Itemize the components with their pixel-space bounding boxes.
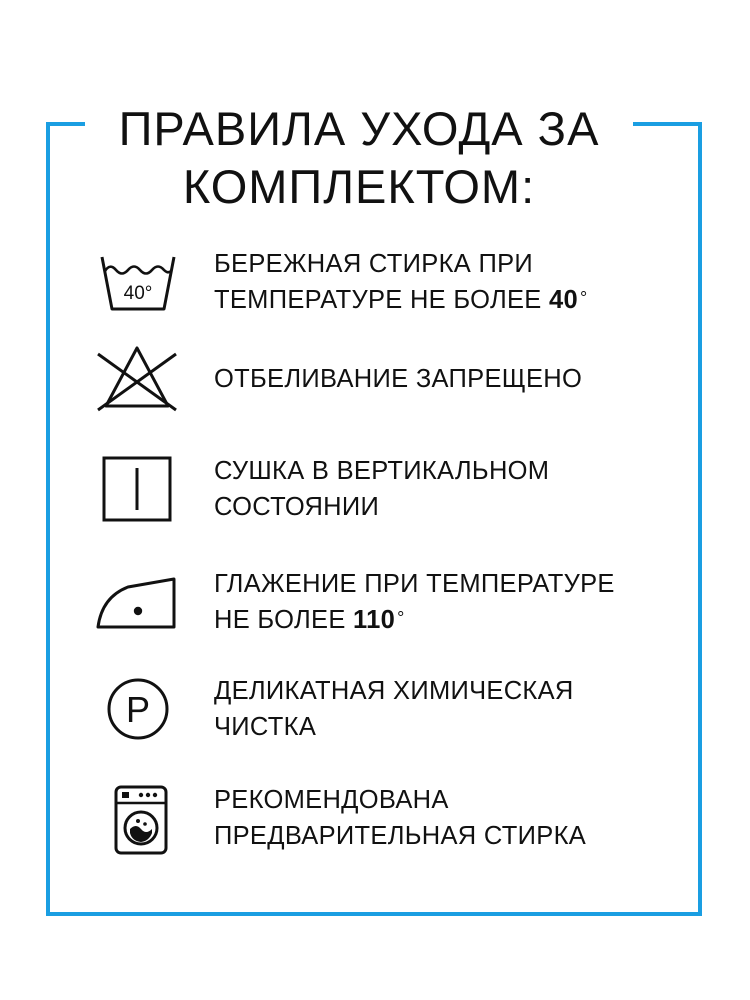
care-text-prewash — [214, 782, 654, 854]
title-line-2: КОМПЛЕКТОМ: — [182, 160, 536, 213]
dryclean-line-1: ДЕЛИКАТНАЯ ХИМИЧЕСКАЯ — [214, 677, 574, 705]
care-item-dryclean — [0, 664, 750, 754]
care-item-iron — [0, 557, 750, 647]
washing-machine-icon — [92, 773, 182, 863]
care-text-bleach — [214, 361, 654, 397]
iron-temperature-unit: ° — [397, 608, 405, 628]
bleach-line-1: ОТБЕЛИВАНИЕ ЗАПРЕЩЕНО — [214, 365, 583, 393]
iron-line-2: НЕ БОЛЕЕ — [214, 606, 346, 634]
wash-temperature-value: 40 — [549, 286, 578, 314]
dry-clean-p-icon — [92, 664, 182, 754]
care-text-iron — [214, 566, 654, 638]
prewash-line-2: ПРЕДВАРИТЕЛЬНАЯ СТИРКА — [214, 822, 587, 850]
title-line-1: ПРАВИЛА УХОДА ЗА — [118, 102, 600, 155]
iron-line-1: ГЛАЖЕНИЕ ПРИ ТЕМПЕРАТУРЕ — [214, 570, 615, 598]
drip-dry-icon — [92, 444, 182, 534]
dryclean-line-2: ЧИСТКА — [214, 713, 317, 741]
care-item-bleach — [0, 334, 750, 424]
wash-line-2: ТЕМПЕРАТУРЕ НЕ БОЛЕЕ — [214, 286, 542, 314]
wash-temperature-unit: ° — [579, 288, 588, 308]
care-item-dry — [0, 444, 750, 534]
iron-one-dot-icon — [92, 557, 182, 647]
dry-clean-letter: P — [125, 689, 151, 730]
care-text-dry — [214, 453, 654, 525]
page-title — [85, 100, 633, 216]
care-item-prewash — [0, 773, 750, 863]
dry-line-1: СУШКА В ВЕРТИКАЛЬНОМ — [214, 457, 550, 485]
dry-line-2: СОСТОЯНИИ — [214, 493, 380, 521]
care-text-wash — [214, 246, 654, 318]
iron-temperature-value: 110 — [353, 606, 396, 634]
wash-40-gentle-icon — [92, 237, 182, 327]
care-text-dryclean — [214, 673, 654, 745]
no-bleach-icon — [92, 334, 182, 424]
prewash-line-1: РЕКОМЕНДОВАНА — [214, 786, 449, 814]
care-item-wash — [0, 237, 750, 327]
wash-line-1: БЕРЕЖНАЯ СТИРКА ПРИ — [214, 250, 534, 278]
wash-temperature-label: 40° — [123, 283, 153, 304]
